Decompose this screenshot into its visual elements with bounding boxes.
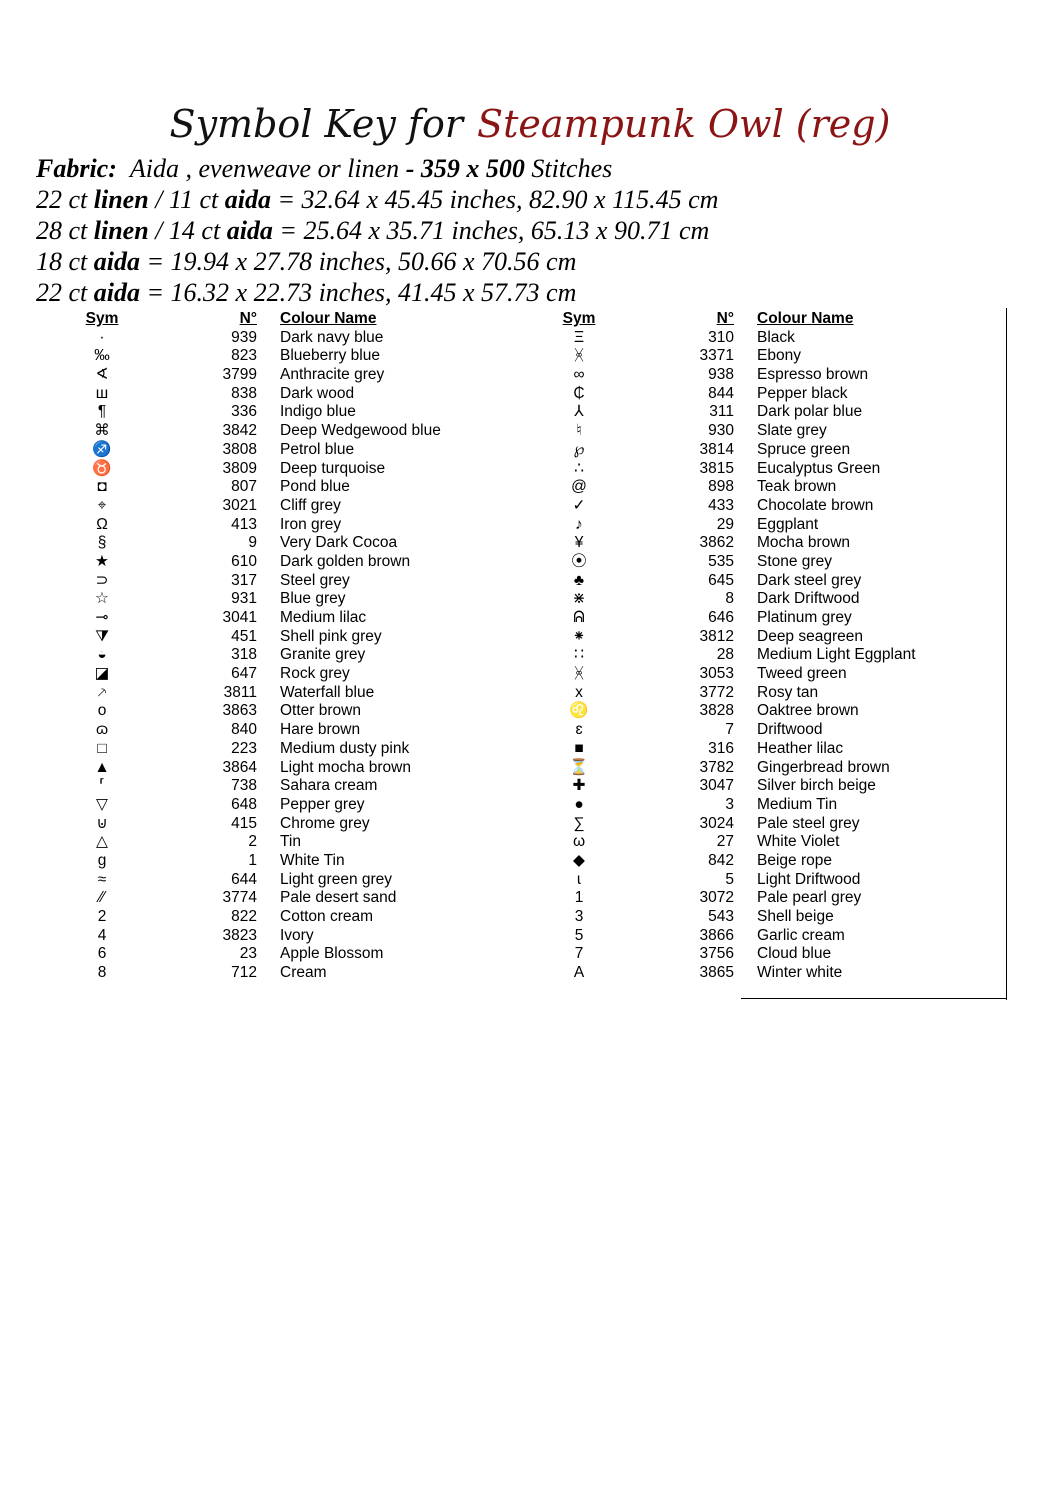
colour-name: Deep Wedgewood blue xyxy=(280,422,441,440)
size-material: aida xyxy=(93,247,140,276)
colour-name: Dark golden brown xyxy=(280,552,411,570)
symbol-glyph: § xyxy=(97,534,107,552)
dmc-number: 1 xyxy=(248,851,257,869)
dmc-number: 23 xyxy=(239,945,257,963)
dmc-number: 645 xyxy=(708,571,734,589)
dmc-number: 3864 xyxy=(222,758,257,776)
colour-name: Tweed green xyxy=(757,665,847,683)
colour-name: Cloud blue xyxy=(757,945,832,963)
colour-name: Chrome grey xyxy=(280,814,370,832)
colour-name: Medium Tin xyxy=(757,795,838,813)
fabric-label: Fabric: xyxy=(36,154,117,183)
dmc-number: 3772 xyxy=(699,683,734,701)
size-material: aida xyxy=(93,278,140,307)
symbol-glyph: ● xyxy=(574,795,584,813)
colour-name: Tin xyxy=(280,833,301,851)
dmc-number: 3047 xyxy=(699,777,734,795)
symbol-glyph: ⊸ xyxy=(95,609,109,626)
symbol-glyph: ◪ xyxy=(94,665,110,683)
colour-name: Ivory xyxy=(280,926,314,944)
symbol-glyph: g xyxy=(97,851,107,869)
symbol-glyph: ɩ xyxy=(577,870,581,888)
colour-name: Slate grey xyxy=(757,422,827,440)
colour-name: Pepper black xyxy=(757,384,848,402)
dmc-number: 938 xyxy=(708,366,734,384)
dmc-number: 3815 xyxy=(699,459,734,477)
colour-name: Gingerbread brown xyxy=(757,758,890,776)
dmc-number: 3053 xyxy=(699,665,734,683)
symbol-glyph: ☆ xyxy=(95,590,109,608)
dmc-number: 3865 xyxy=(699,964,734,982)
colour-name: Apple Blossom xyxy=(280,945,384,963)
colour-name: White Tin xyxy=(280,851,345,869)
symbol-glyph: ▽ xyxy=(96,795,108,813)
symbol-glyph: ⧩ xyxy=(95,627,109,645)
symbol-glyph: ■ xyxy=(574,739,584,757)
symbol-glyph: ∞ xyxy=(573,366,585,384)
dmc-number: 3756 xyxy=(699,945,734,963)
size-count: / 14 ct xyxy=(148,216,221,245)
colour-name: Anthracite grey xyxy=(280,366,385,384)
symbol-glyph: 8 xyxy=(97,964,107,982)
symbol-glyph: ✓ xyxy=(572,496,586,514)
symbol-glyph: · xyxy=(99,328,105,346)
colour-name: Deep seagreen xyxy=(757,627,863,645)
title-prefix: Symbol Key for xyxy=(169,102,464,146)
symbol-glyph: ★ xyxy=(95,552,109,570)
symbol-glyph: ≈ xyxy=(97,870,107,888)
dmc-number: 930 xyxy=(708,422,734,440)
size-count: 18 ct xyxy=(36,247,88,276)
size-dimensions: = 19.94 x 27.78 inches, 50.66 x 70.56 cm xyxy=(140,247,577,276)
dmc-number: 318 xyxy=(231,646,257,664)
dmc-number: 3371 xyxy=(699,347,734,365)
colour-name: Dark Driftwood xyxy=(757,590,860,608)
fabric-dash: - xyxy=(405,154,415,183)
dmc-number: 3823 xyxy=(222,926,257,944)
symbol-glyph: ⦿ xyxy=(571,552,587,570)
dmc-number: 7 xyxy=(725,721,734,739)
colour-name: Platinum grey xyxy=(757,609,852,626)
symbol-glyph: ⏳ xyxy=(569,758,589,776)
dmc-number: 939 xyxy=(231,328,257,346)
dmc-number: 898 xyxy=(708,478,734,496)
size-line xyxy=(36,215,718,246)
dmc-number: 3024 xyxy=(699,814,734,832)
dmc-number: 223 xyxy=(231,739,257,757)
dmc-number: 415 xyxy=(231,814,257,832)
dmc-number: 3782 xyxy=(699,758,734,776)
symbol-glyph: ᚸ xyxy=(574,347,584,365)
colour-name: Iron grey xyxy=(280,515,342,533)
dmc-number: 3072 xyxy=(699,889,734,907)
dmc-number: 2 xyxy=(248,833,257,851)
symbol-glyph: ✚ xyxy=(572,777,586,795)
dmc-number: 3863 xyxy=(222,702,257,720)
dmc-number: 3041 xyxy=(222,609,257,626)
dmc-number: 644 xyxy=(231,870,257,888)
dmc-number: 838 xyxy=(231,384,257,402)
colour-name: Oaktree brown xyxy=(757,702,859,720)
symbol-glyph: ᚸ xyxy=(574,665,584,683)
symbol-glyph: ₵ xyxy=(573,384,585,402)
dmc-number: 8 xyxy=(725,590,734,608)
dmc-number: 712 xyxy=(231,964,257,982)
colour-name: Cotton cream xyxy=(280,908,374,925)
colour-name: Light green grey xyxy=(280,870,393,888)
symbol-glyph: 1 xyxy=(574,889,584,907)
colour-name: Very Dark Cocoa xyxy=(280,534,398,552)
symbol-glyph: ∑ xyxy=(573,814,585,832)
size-count: / 11 ct xyxy=(148,185,219,214)
dmc-number: 3774 xyxy=(222,889,257,907)
dmc-number: 647 xyxy=(231,665,257,683)
size-material: aida xyxy=(226,216,273,245)
symbol-glyph: 3 xyxy=(574,908,584,925)
colour-name: Teak brown xyxy=(757,478,837,496)
colour-name: Spruce green xyxy=(757,440,851,458)
colour-name: Light mocha brown xyxy=(280,758,411,776)
symbol-glyph: □ xyxy=(97,739,107,757)
symbol-glyph: ⅄ xyxy=(574,403,584,421)
symbol-glyph: ℘ xyxy=(573,440,585,458)
dmc-number: 3799 xyxy=(222,366,257,384)
dmc-number: 3811 xyxy=(223,683,257,701)
colour-name: Medium dusty pink xyxy=(280,739,410,757)
colour-name: Blue grey xyxy=(280,590,346,608)
dmc-number: 27 xyxy=(716,833,734,851)
symbol-glyph: ᕱ xyxy=(573,609,585,626)
colour-name: Shell pink grey xyxy=(280,627,382,645)
size-dimensions: = 25.64 x 35.71 inches, 65.13 x 90.71 cm xyxy=(272,216,710,245)
symbol-glyph: ⋇ xyxy=(572,590,586,608)
symbol-glyph: ⌘ xyxy=(94,422,110,440)
colour-name: Chocolate brown xyxy=(757,496,874,514)
colour-name: Pale steel grey xyxy=(757,814,860,832)
dmc-number: 317 xyxy=(231,571,257,589)
colour-name: Beige rope xyxy=(757,851,832,869)
colour-name: Dark navy blue xyxy=(280,328,384,346)
colour-name: Eggplant xyxy=(757,515,819,533)
symbol-glyph: ♌ xyxy=(569,702,589,720)
symbol-glyph: ‰ xyxy=(94,347,110,365)
symbol-glyph: 2 xyxy=(97,908,107,925)
symbol-glyph: Ξ xyxy=(573,328,585,346)
dmc-number: 610 xyxy=(231,552,257,570)
fabric-info xyxy=(36,153,718,308)
colour-name: Driftwood xyxy=(757,721,823,739)
size-dimensions: = 16.32 x 22.73 inches, 41.45 x 57.73 cm xyxy=(140,278,577,307)
dmc-number: 3809 xyxy=(222,459,257,477)
colour-name: Hare brown xyxy=(280,721,361,739)
colour-name: Sahara cream xyxy=(280,777,378,795)
colour-name: Silver birch beige xyxy=(757,777,876,795)
symbol-glyph: Ω xyxy=(96,515,108,533)
dmc-number: 336 xyxy=(231,403,257,421)
dmc-number: 3842 xyxy=(222,422,257,440)
symbol-glyph: ♣ xyxy=(573,571,585,589)
header-colour-name: Colour Name xyxy=(757,310,854,327)
size-material: aida xyxy=(224,185,271,214)
colour-name: Deep turquoise xyxy=(280,459,386,477)
size-line xyxy=(36,277,718,308)
symbol-glyph: ¶ xyxy=(97,403,107,421)
colour-name: Cliff grey xyxy=(280,496,341,514)
colour-name: Cream xyxy=(280,964,327,982)
dmc-number: 433 xyxy=(708,496,734,514)
dmc-number: 5 xyxy=(725,870,734,888)
colour-name: Medium Light Eggplant xyxy=(757,646,916,664)
symbol-glyph: ¥ xyxy=(574,534,584,552)
colour-name: Pale desert sand xyxy=(280,889,397,907)
dmc-number: 451 xyxy=(231,627,257,645)
size-line xyxy=(36,246,718,277)
colour-name: Eucalyptus Green xyxy=(757,459,881,477)
dmc-number: 316 xyxy=(708,739,734,757)
symbol-glyph: ɛ xyxy=(575,721,583,739)
stitch-count: 359 x 500 xyxy=(420,154,525,183)
dmc-number: 29 xyxy=(716,515,734,533)
size-line xyxy=(36,184,718,215)
symbol-glyph: ◒ xyxy=(97,646,107,664)
symbol-glyph: ♪ xyxy=(575,515,583,533)
colour-name: Rosy tan xyxy=(757,683,819,701)
size-count: 22 ct xyxy=(36,185,88,214)
colour-name: Dark steel grey xyxy=(757,571,862,589)
symbol-key-table xyxy=(0,310,1060,1010)
colour-name: Dark polar blue xyxy=(757,403,863,421)
colour-name: Light Driftwood xyxy=(757,870,861,888)
colour-name: Petrol blue xyxy=(280,440,355,458)
symbol-glyph: ⁄⁄ xyxy=(99,889,105,907)
symbol-glyph: A xyxy=(573,964,585,982)
symbol-glyph: ♉ xyxy=(92,459,112,477)
dmc-number: 3828 xyxy=(699,702,734,720)
symbol-glyph: ⸕ xyxy=(96,683,108,701)
dmc-number: 311 xyxy=(709,403,734,421)
colour-name: Pepper grey xyxy=(280,795,365,813)
dmc-number: 9 xyxy=(248,534,257,552)
colour-name: Steel grey xyxy=(280,571,350,589)
colour-name: White Violet xyxy=(757,833,840,851)
colour-name: Shell beige xyxy=(757,908,834,925)
dmc-number: 543 xyxy=(708,908,734,925)
dmc-number: 3862 xyxy=(699,534,734,552)
dmc-number: 3021 xyxy=(222,496,257,514)
colour-name: Garlic cream xyxy=(757,926,845,944)
dmc-number: 844 xyxy=(708,384,734,402)
colour-name: Medium lilac xyxy=(280,609,367,626)
symbol-glyph: ♐ xyxy=(92,440,112,458)
symbol-glyph: ⁕ xyxy=(572,627,586,645)
colour-name: Otter brown xyxy=(280,702,361,720)
dmc-number: 648 xyxy=(231,795,257,813)
colour-name: Pond blue xyxy=(280,478,350,496)
dmc-number: 310 xyxy=(708,328,734,346)
symbol-glyph: ∴ xyxy=(574,459,584,477)
dmc-number: 413 xyxy=(231,515,257,533)
symbol-glyph: ◘ xyxy=(97,478,107,496)
size-dimensions: = 32.64 x 45.45 inches, 82.90 x 115.45 cm xyxy=(270,185,719,214)
symbol-glyph: ⊃ xyxy=(95,571,109,589)
size-count: 28 ct xyxy=(36,216,88,245)
header-number: N° xyxy=(239,310,257,327)
symbol-glyph: x xyxy=(575,683,583,701)
page-title xyxy=(0,94,1060,154)
colour-name: Espresso brown xyxy=(757,366,869,384)
symbol-glyph: 6 xyxy=(97,945,107,963)
symbol-glyph: 4 xyxy=(97,926,107,944)
dmc-number: 842 xyxy=(708,851,734,869)
colour-name: Indigo blue xyxy=(280,403,356,421)
dmc-number: 535 xyxy=(708,552,734,570)
dmc-number: 3 xyxy=(725,795,734,813)
dmc-number: 3866 xyxy=(699,926,734,944)
colour-name: Pale pearl grey xyxy=(757,889,862,907)
colour-name: Dark wood xyxy=(280,384,355,402)
dmc-number: 3814 xyxy=(699,440,734,458)
dmc-number: 3812 xyxy=(699,627,734,645)
dmc-number: 3808 xyxy=(222,440,257,458)
header-sym: Sym xyxy=(85,310,119,327)
table-border-right xyxy=(1006,308,1007,1000)
header-colour-name: Colour Name xyxy=(280,310,377,327)
colour-name: Winter white xyxy=(757,964,843,982)
size-count: 22 ct xyxy=(36,278,88,307)
header-sym: Sym xyxy=(562,310,596,327)
pattern-name: Steampunk Owl (reg) xyxy=(477,102,891,146)
symbol-glyph: 7 xyxy=(574,945,584,963)
colour-name: Black xyxy=(757,328,795,346)
colour-name: Waterfall blue xyxy=(280,683,375,701)
symbol-glyph: ∷ xyxy=(574,646,584,664)
symbol-glyph: ∢ xyxy=(95,366,109,384)
colour-name: Stone grey xyxy=(757,552,832,570)
symbol-glyph: ◆ xyxy=(573,851,585,869)
dmc-number: 823 xyxy=(231,347,257,365)
colour-name: Mocha brown xyxy=(757,534,851,552)
fabric-types: Aida , evenweave or linen xyxy=(129,154,400,183)
dmc-number: 822 xyxy=(231,908,257,925)
colour-name: Rock grey xyxy=(280,665,350,683)
symbol-glyph: ⸢ xyxy=(98,777,106,795)
colour-name: Heather lilac xyxy=(757,739,844,757)
dmc-number: 738 xyxy=(231,777,257,795)
dmc-number: 28 xyxy=(716,646,734,664)
dmc-number: 931 xyxy=(231,590,257,608)
symbol-glyph: ɷ xyxy=(95,721,109,739)
colour-name: Granite grey xyxy=(280,646,366,664)
symbol-glyph: ▲ xyxy=(94,758,110,776)
fabric-line xyxy=(36,153,718,184)
symbol-glyph: ⌖ xyxy=(97,496,107,514)
symbol-glyph: ш xyxy=(95,384,109,402)
stitch-label: Stitches xyxy=(531,154,613,183)
symbol-glyph: ⊍ xyxy=(96,814,108,832)
colour-name: Blueberry blue xyxy=(280,347,380,365)
symbol-glyph: @ xyxy=(571,478,587,496)
header-number: N° xyxy=(716,310,734,327)
size-material: linen xyxy=(93,185,149,214)
symbol-glyph: △ xyxy=(96,833,108,851)
dmc-number: 646 xyxy=(708,609,734,626)
symbol-glyph: o xyxy=(97,702,107,720)
colour-name: Ebony xyxy=(757,347,801,365)
symbol-glyph: ♮ xyxy=(576,422,582,440)
symbol-glyph: 5 xyxy=(574,926,584,944)
symbol-glyph: ω xyxy=(572,833,586,851)
size-material: linen xyxy=(93,216,149,245)
table-border-bottom xyxy=(741,998,1007,999)
dmc-number: 840 xyxy=(231,721,257,739)
dmc-number: 807 xyxy=(231,478,257,496)
